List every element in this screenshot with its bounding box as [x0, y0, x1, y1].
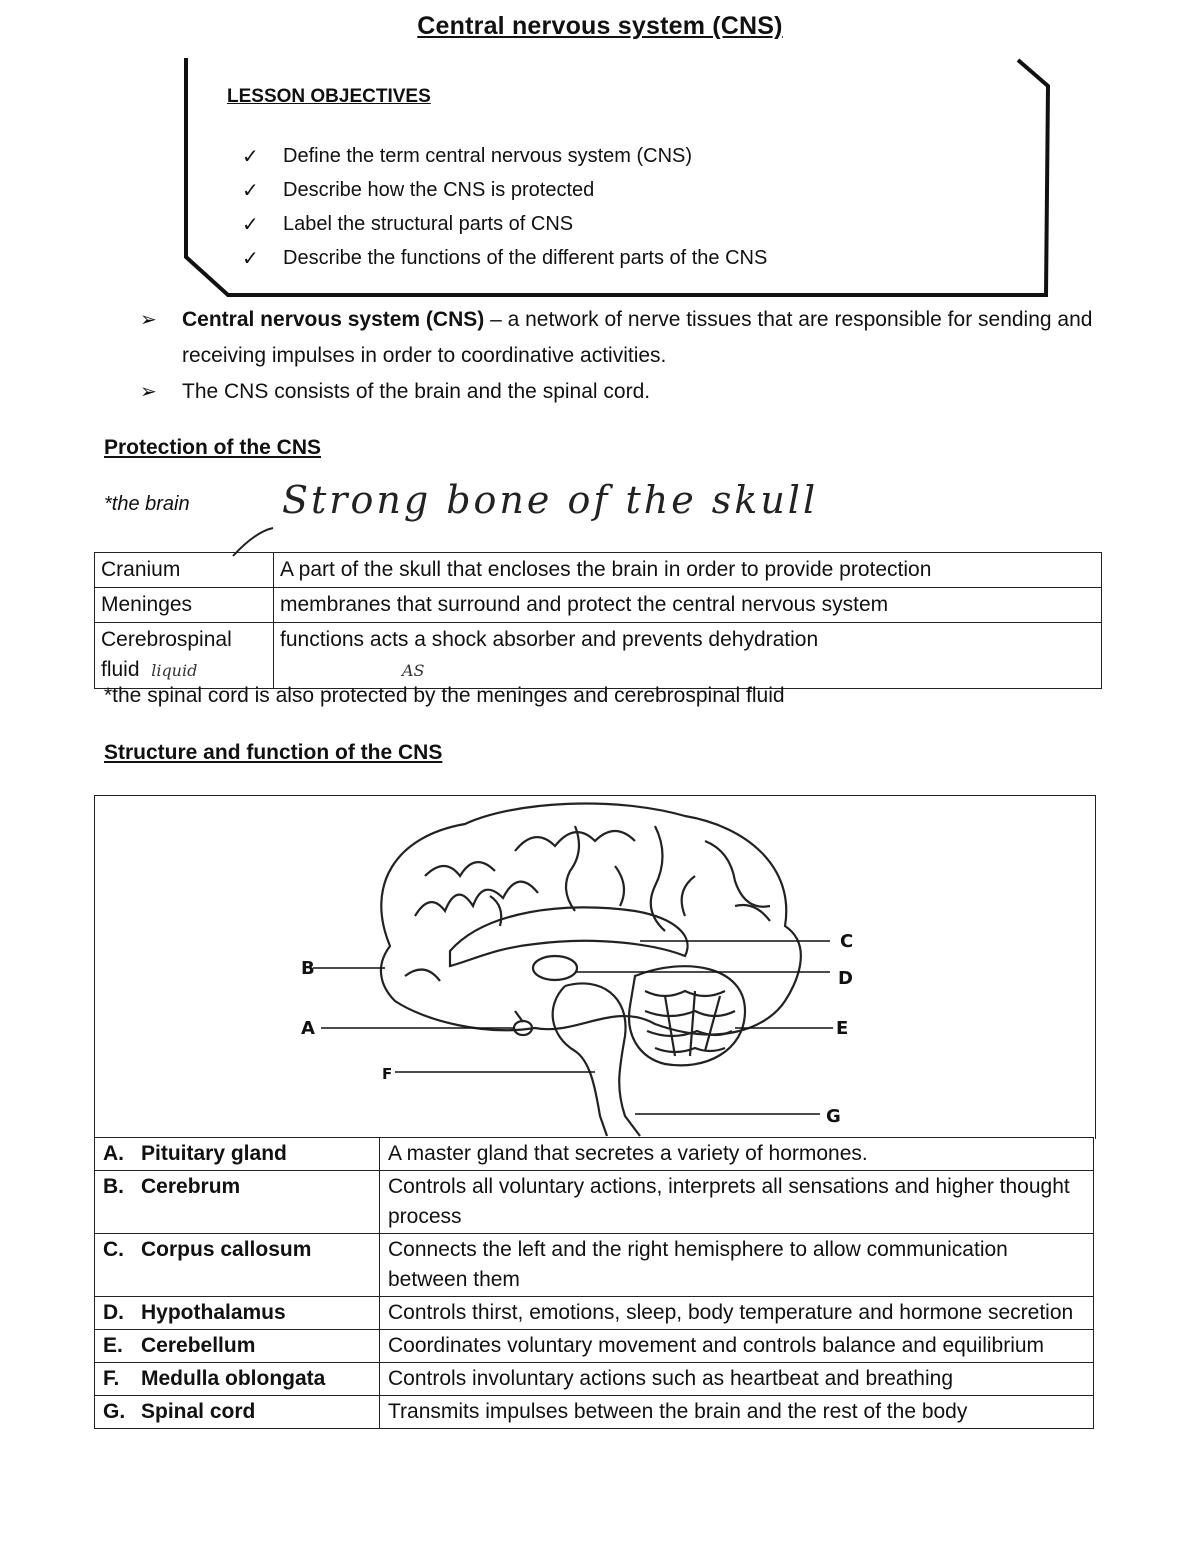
label-g: G: [826, 1106, 841, 1127]
part-function: Controls all voluntary actions, interprets all sensations and higher thought process: [380, 1171, 1094, 1234]
brainstem-outline: [553, 983, 640, 1136]
objective-item: ✓ Describe the functions of the different parts of the CNS: [242, 246, 768, 270]
corpus-callosum-outline: [450, 907, 688, 966]
table-row: [95, 588, 1102, 623]
objectives-list: [242, 139, 767, 275]
objectives-heading: LESSON OBJECTIVES: [227, 86, 431, 107]
part-function: Controls thirst, emotions, sleep, body temperature and hormone secretion: [380, 1297, 1094, 1330]
definition-text: – a network of nerve tissues that are responsible for sending and receiving impulses in order to coordinative activities.: [182, 308, 1093, 367]
label-e: E: [836, 1018, 849, 1039]
part-function: Transmits impulses between the brain and the rest of the body: [380, 1396, 1094, 1429]
part-function: Connects the left and the right hemisphere to allow communication between them: [380, 1234, 1094, 1297]
handwritten-note: Strong bone of the skull: [282, 478, 819, 522]
table-row: [95, 1363, 1094, 1396]
arrow-bullet-icon: ➢: [140, 309, 157, 331]
table-row: [95, 1234, 1094, 1297]
page-title: Central nervous system (CNS): [417, 12, 783, 40]
objective-item: ✓ Describe how the CNS is protected: [242, 178, 595, 202]
check-icon: ✓: [242, 179, 259, 202]
check-icon: ✓: [242, 213, 259, 236]
protection-term: Cerebrospinal fluid liquid: [95, 623, 274, 689]
label-d: D: [838, 968, 853, 989]
handwritten-as: AS: [402, 661, 425, 680]
brain-diagram: [94, 795, 1096, 1139]
part-name: E. Cerebellum: [95, 1330, 380, 1363]
part-name: G. Spinal cord: [95, 1396, 380, 1429]
definition-bullet: [140, 302, 1100, 374]
spinal-cord-note: *the spinal cord is also protected by the meninges and cerebrospinal fluid: [104, 684, 785, 707]
structure-heading: Structure and function of the CNS: [104, 741, 443, 764]
table-row: [95, 1330, 1094, 1363]
table-row: [95, 1138, 1094, 1171]
arrow-bullet-icon: ➢: [140, 381, 157, 403]
check-icon: ✓: [242, 145, 259, 168]
protection-desc: A part of the skull that encloses the brain in order to provide protection: [274, 553, 1102, 588]
table-row: [95, 553, 1102, 588]
functions-table: [94, 1137, 1094, 1429]
brain-note: *the brain: [104, 493, 190, 515]
protection-desc: membranes that surround and protect the central nervous system: [274, 588, 1102, 623]
table-row: [95, 1297, 1094, 1330]
label-a: A: [301, 1018, 315, 1039]
part-function: Coordinates voluntary movement and controls balance and equilibrium: [380, 1330, 1094, 1363]
table-row: [95, 1396, 1094, 1429]
part-name: B. Cerebrum: [95, 1171, 380, 1234]
brain-illustration: [95, 796, 1095, 1139]
protection-term: Cranium: [95, 553, 274, 588]
consists-bullet: ➢ The CNS consists of the brain and the spinal cord.: [140, 374, 1100, 410]
objective-item: ✓ Define the term central nervous system (CNS): [242, 144, 693, 168]
label-c: C: [840, 931, 854, 952]
intro-bullets: [140, 302, 1100, 410]
label-f: F: [382, 1065, 393, 1083]
check-icon: ✓: [242, 247, 259, 270]
part-function: A master gland that secretes a variety of hormones.: [380, 1138, 1094, 1171]
protection-heading: Protection of the CNS: [104, 436, 322, 459]
part-name: D. Hypothalamus: [95, 1297, 380, 1330]
table-row: [95, 623, 1102, 689]
protection-table: [94, 552, 1102, 689]
table-row: [95, 1171, 1094, 1234]
protection-term: Meninges: [95, 588, 274, 623]
part-name: C. Corpus callosum: [95, 1234, 380, 1297]
part-function: Controls involuntary actions such as heartbeat and breathing: [380, 1363, 1094, 1396]
objective-item: ✓ Label the structural parts of CNS: [242, 212, 574, 236]
part-name: A. Pituitary gland: [95, 1138, 380, 1171]
label-b: B: [301, 958, 315, 979]
definition-term: Central nervous system (CNS): [182, 308, 485, 331]
handwritten-liquid: liquid: [151, 661, 198, 680]
part-name: F. Medulla oblongata: [95, 1363, 380, 1396]
protection-desc: functions acts a shock absorber and prevents dehydration AS: [274, 623, 1102, 689]
